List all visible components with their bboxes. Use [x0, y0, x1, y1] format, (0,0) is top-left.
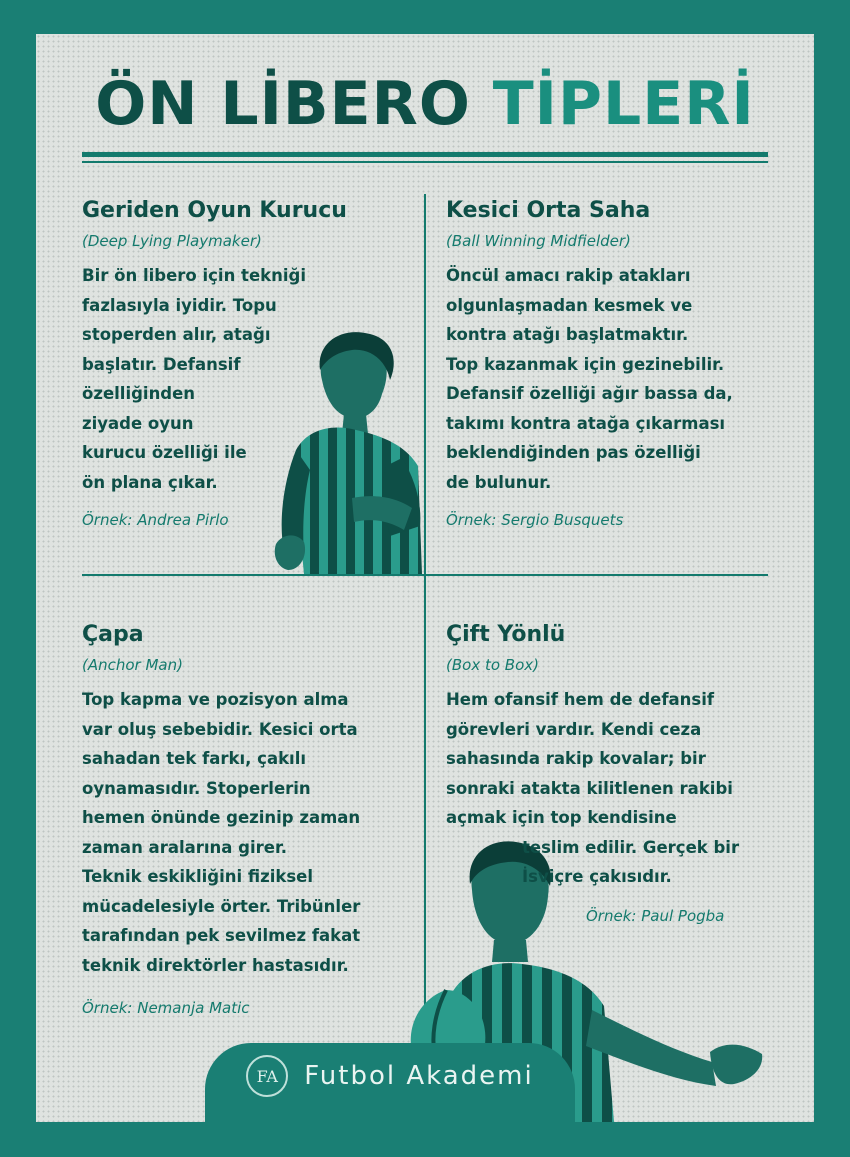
section-body: Top kapma ve pozisyon alma var oluş sebebidir. Kesici orta sahadan tek farkı, çakılı oynamasıdır. Stoperlerin hemen önünde gezinip zaman zaman aralarına girer. Teknik eskikliğini fiziksel mücadelesiyle örter. Tribünler tarafından pek sevilmez fakat teknik direktörler hastasıdır. [82, 690, 361, 975]
section-example: Örnek: Sergio Busquets [446, 511, 624, 529]
section-body-continued: teslim edilir. Gerçek bir İsviçre çakısıdır. [522, 837, 740, 886]
section-anchor-man [82, 621, 412, 1018]
title-rule-thick [82, 152, 768, 157]
section-deep-lying-playmaker [82, 197, 412, 530]
page-title [36, 69, 814, 139]
brand-name: Futbol Akademi [304, 1061, 534, 1091]
section-heading: Çift Yönlü [446, 622, 566, 647]
section-body: Bir ön libero için tekniği fazlasıyla iyidir. Topu stoperden alır, atağı başlatır. Defansif özelliğinden ziyade oyun kurucu özelliği ile ön plana çıkar. [82, 266, 306, 492]
section-heading: Çapa [82, 622, 144, 647]
brand-logo-icon: FA [246, 1055, 288, 1097]
footer-banner [205, 1043, 575, 1123]
divider-horizontal [82, 574, 768, 576]
section-example: Örnek: Nemanja Matic [82, 999, 250, 1017]
section-example: Örnek: Paul Pogba [586, 906, 725, 925]
section-heading: Geriden Oyun Kurucu [82, 198, 347, 223]
section-subtitle: (Box to Box) [446, 656, 539, 674]
title-part-2: TİPLERİ [492, 69, 755, 139]
title-part-1: ÖN LİBERO [95, 69, 471, 139]
section-subtitle: (Anchor Man) [82, 656, 183, 674]
section-subtitle: (Deep Lying Playmaker) [82, 232, 262, 250]
section-body: Öncül amacı rakip atakları olgunlaşmadan kesmek ve kontra atağı başlatmaktır. Top kazanmak için gezinebilir. Defansif özelliği ağır bassa da, takımı kontra atağa çıkarması beklendiğinden pas özelliği de bulunur. [446, 266, 733, 492]
section-body: Hem ofansif hem de defansif görevleri vardır. Kendi ceza sahasında rakip kovalar; bir sonraki atakta kilitlenen rakibi açmak için top kendisine [446, 690, 733, 827]
section-subtitle: (Ball Winning Midfielder) [446, 232, 631, 250]
section-box-to-box [446, 621, 786, 926]
section-ball-winning-midfielder [446, 197, 786, 530]
section-heading: Kesici Orta Saha [446, 198, 651, 223]
section-example: Örnek: Andrea Pirlo [82, 511, 229, 529]
title-rule-thin [82, 161, 768, 163]
divider-vertical-top [424, 194, 426, 574]
infographic-card [36, 34, 814, 1122]
